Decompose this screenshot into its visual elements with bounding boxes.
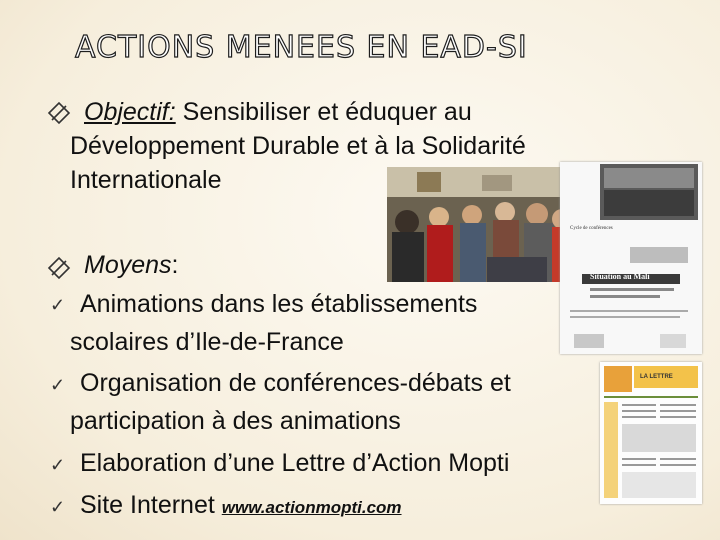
moyens-item-1-line2: scolaires d’Ile-de-France bbox=[70, 328, 344, 356]
poster-title: Situation au Mali bbox=[590, 272, 650, 281]
conference-photo bbox=[387, 167, 573, 282]
slide-title: ACTIONS MENEES EN EAD-SI bbox=[75, 30, 528, 65]
newsletter-heading: LA LETTRE bbox=[640, 374, 673, 380]
moyens-item-2-line2: participation à des animations bbox=[70, 407, 401, 435]
objectif-line1 bbox=[84, 96, 472, 129]
objectif-line3: Internationale bbox=[70, 166, 222, 194]
site-label: Site Internet bbox=[80, 491, 222, 519]
checkmark-icon: ✓ bbox=[50, 295, 66, 315]
checkmark-icon: ✓ bbox=[50, 497, 66, 517]
objectif-text: Sensibiliser et éduquer au bbox=[175, 98, 472, 126]
moyens-item-4 bbox=[80, 489, 402, 524]
poster-heading: Cycle de conférences bbox=[570, 226, 613, 231]
moyens-heading bbox=[84, 249, 179, 282]
crossed-bullet-icon bbox=[46, 100, 72, 126]
moyens-item-3: Elaboration d’une Lettre d’Action Mopti bbox=[80, 449, 510, 477]
checkmark-icon: ✓ bbox=[50, 455, 66, 475]
crossed-bullet-icon bbox=[46, 255, 72, 281]
checkmark-icon: ✓ bbox=[50, 375, 66, 395]
website-link[interactable]: www.actionmopti.com bbox=[221, 498, 402, 517]
newsletter-thumbnail bbox=[600, 362, 702, 504]
objectif-label: Objectif: bbox=[84, 98, 176, 126]
moyens-item-1-line1: Animations dans les établissements bbox=[80, 290, 478, 318]
conference-poster bbox=[560, 162, 702, 354]
moyens-label: Moyens bbox=[84, 251, 172, 279]
moyens-item-2-line1: Organisation de conférences-débats et bbox=[80, 369, 511, 397]
objectif-line2: Développement Durable et à la Solidarité bbox=[70, 132, 526, 160]
moyens-colon: : bbox=[171, 251, 179, 279]
